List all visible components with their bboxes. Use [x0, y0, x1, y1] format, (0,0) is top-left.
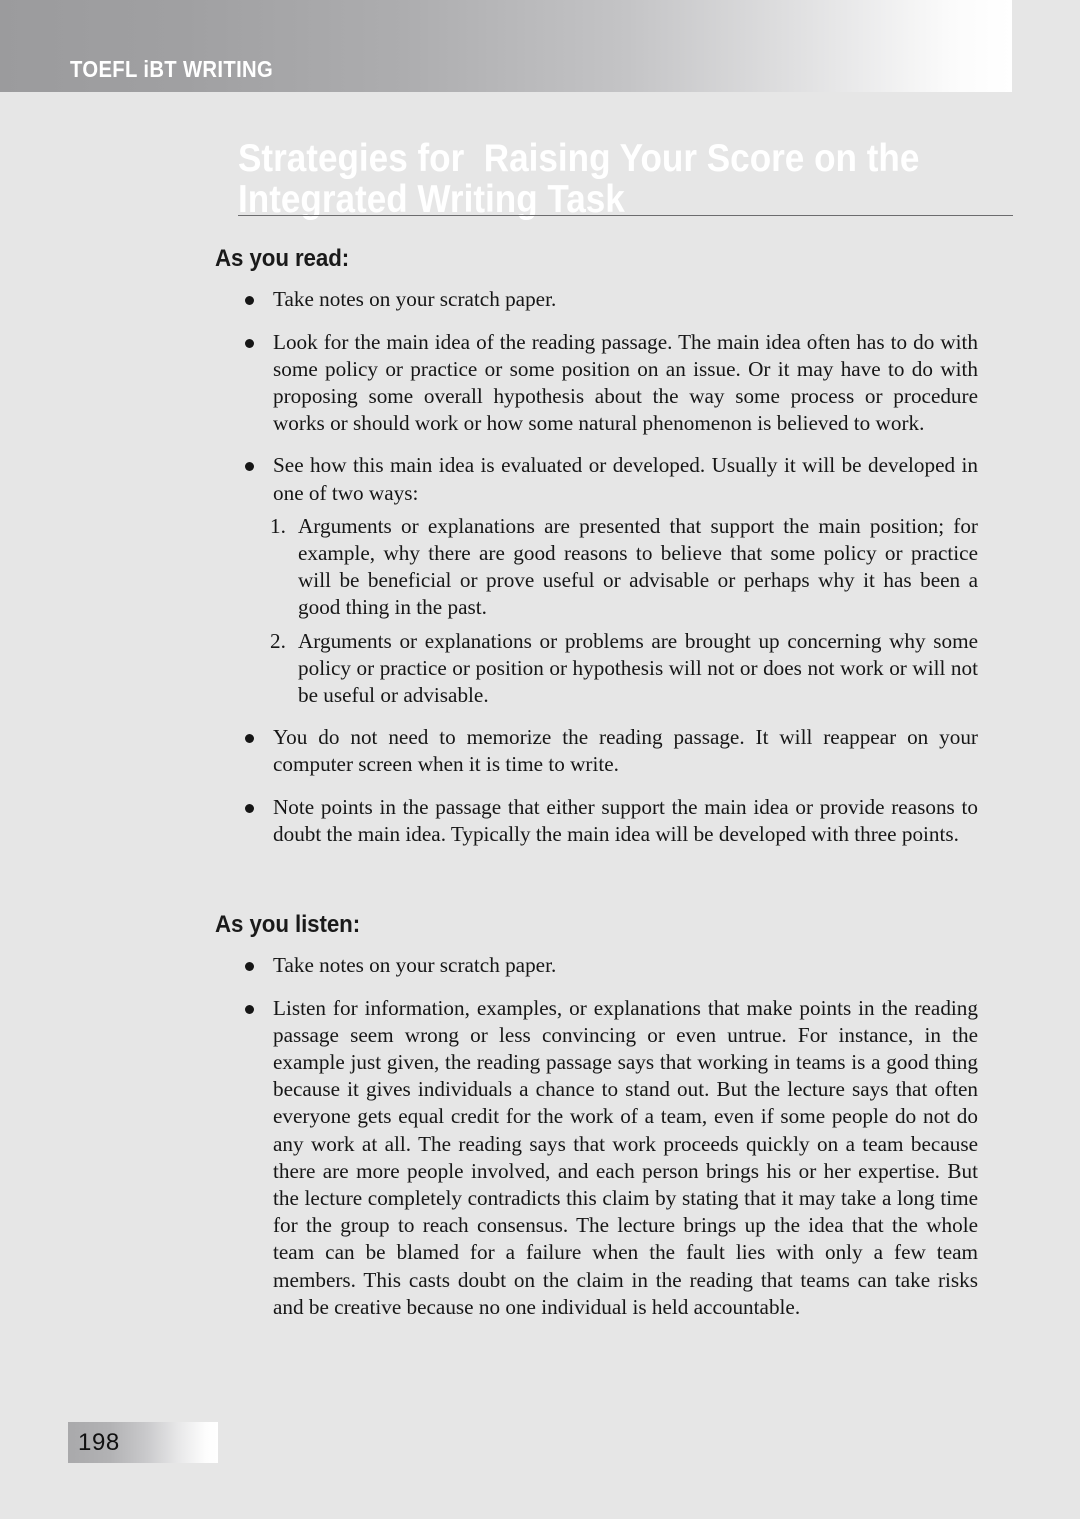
running-header-title: TOEFL iBT WRITING: [70, 56, 274, 82]
bullet-dot-icon: [245, 734, 254, 743]
list-item-text: See how this main idea is evaluated or developed. Usually it will be developed in one of two ways:: [273, 453, 978, 505]
numbered-list-marker: 1.: [270, 513, 286, 538]
list-item: [273, 724, 978, 778]
page-number: 198: [78, 1429, 120, 1456]
numbered-list-marker: 2.: [270, 628, 286, 653]
list-item: [273, 794, 978, 848]
bullet-dot-icon: [245, 1005, 254, 1014]
bullet-dot-icon: [245, 339, 254, 348]
numbered-list-item: [270, 628, 978, 710]
page-title-block: [238, 138, 1013, 220]
running-header-band: [0, 0, 1012, 92]
list-item-text: Look for the main idea of the reading passage. The main idea often has to do with some policy or practice or some position on an issue. Or it may have to do with proposing some overall hypothesis about the way some process or procedure works or should work or how some natural phenomenon is believed to work.: [273, 329, 978, 436]
bullet-dot-icon: [245, 296, 254, 305]
title-underline-rule: [238, 215, 1013, 216]
list-item-text: Take notes on your scratch paper.: [273, 953, 557, 978]
list-item-text: Listen for information, examples, or explanations that make points in the reading passage seem wrong or less convincing or even untrue. For instance, in the example just given, the reading passage says that working in teams is a good thing because it gives individuals a chance to stand out. But the lecture says that often everyone gets equal credit for the work of a team, even if some people do not do any work at all. The reading says that work proceeds quickly on a team because there are more people involved, and each person brings his or her expertise. But the lecture completely contradicts this claim by stating that it may take a long time for the group to reach consensus. The lecture brings up the idea that the whole team can be blamed for a failure when the fault lies with only a few team members. This casts doubt on the claim in the reading that teams can take risks and be creative because no one individual is held accountable.: [273, 995, 978, 1319]
section-as-you-listen: [0, 912, 1080, 1321]
list-item: [273, 286, 978, 313]
bullet-list-as-you-read: [0, 286, 1080, 848]
section-heading-as-you-listen: As you listen:: [215, 911, 361, 939]
list-item: [273, 329, 978, 438]
list-item: [270, 452, 978, 709]
numbered-list-item-text: Arguments or explanations are presented that support the main position; for example, why there are good reasons to believe that some policy or practice will be beneficial or prove useful or advisable or perhaps why it has been a good thing in the past.: [298, 513, 978, 620]
page-number-box: [68, 1422, 218, 1463]
bullet-dot-icon: [245, 962, 254, 971]
bullet-dot-icon: [245, 804, 254, 813]
bullet-dot-icon: [245, 462, 254, 471]
list-item: [273, 995, 978, 1321]
numbered-list-item: [270, 513, 978, 622]
bullet-list-as-you-listen: [0, 952, 1080, 1321]
list-item-text: You do not need to memorize the reading passage. It will reappear on your computer screen when it is time to write.: [273, 725, 978, 777]
page-content: [0, 246, 1080, 1321]
section-heading-as-you-read: As you read:: [215, 245, 350, 272]
list-item: [273, 952, 978, 979]
numbered-sublist: [270, 513, 978, 709]
list-item-text: Take notes on your scratch paper.: [273, 287, 557, 312]
list-item-text: Note points in the passage that either support the main idea or provide reasons to doubt the main idea. Typically the main idea will be developed with three points.: [273, 794, 978, 846]
numbered-list-item-text: Arguments or explanations or problems are brought up concerning why some policy or practice or position or hypothesis will not or does not work or will not be useful or advisable.: [298, 628, 978, 708]
section-as-you-read: [0, 246, 1080, 848]
page-title: Strategies for Raising Your Score on the Integrated Writing Task: [238, 137, 930, 221]
